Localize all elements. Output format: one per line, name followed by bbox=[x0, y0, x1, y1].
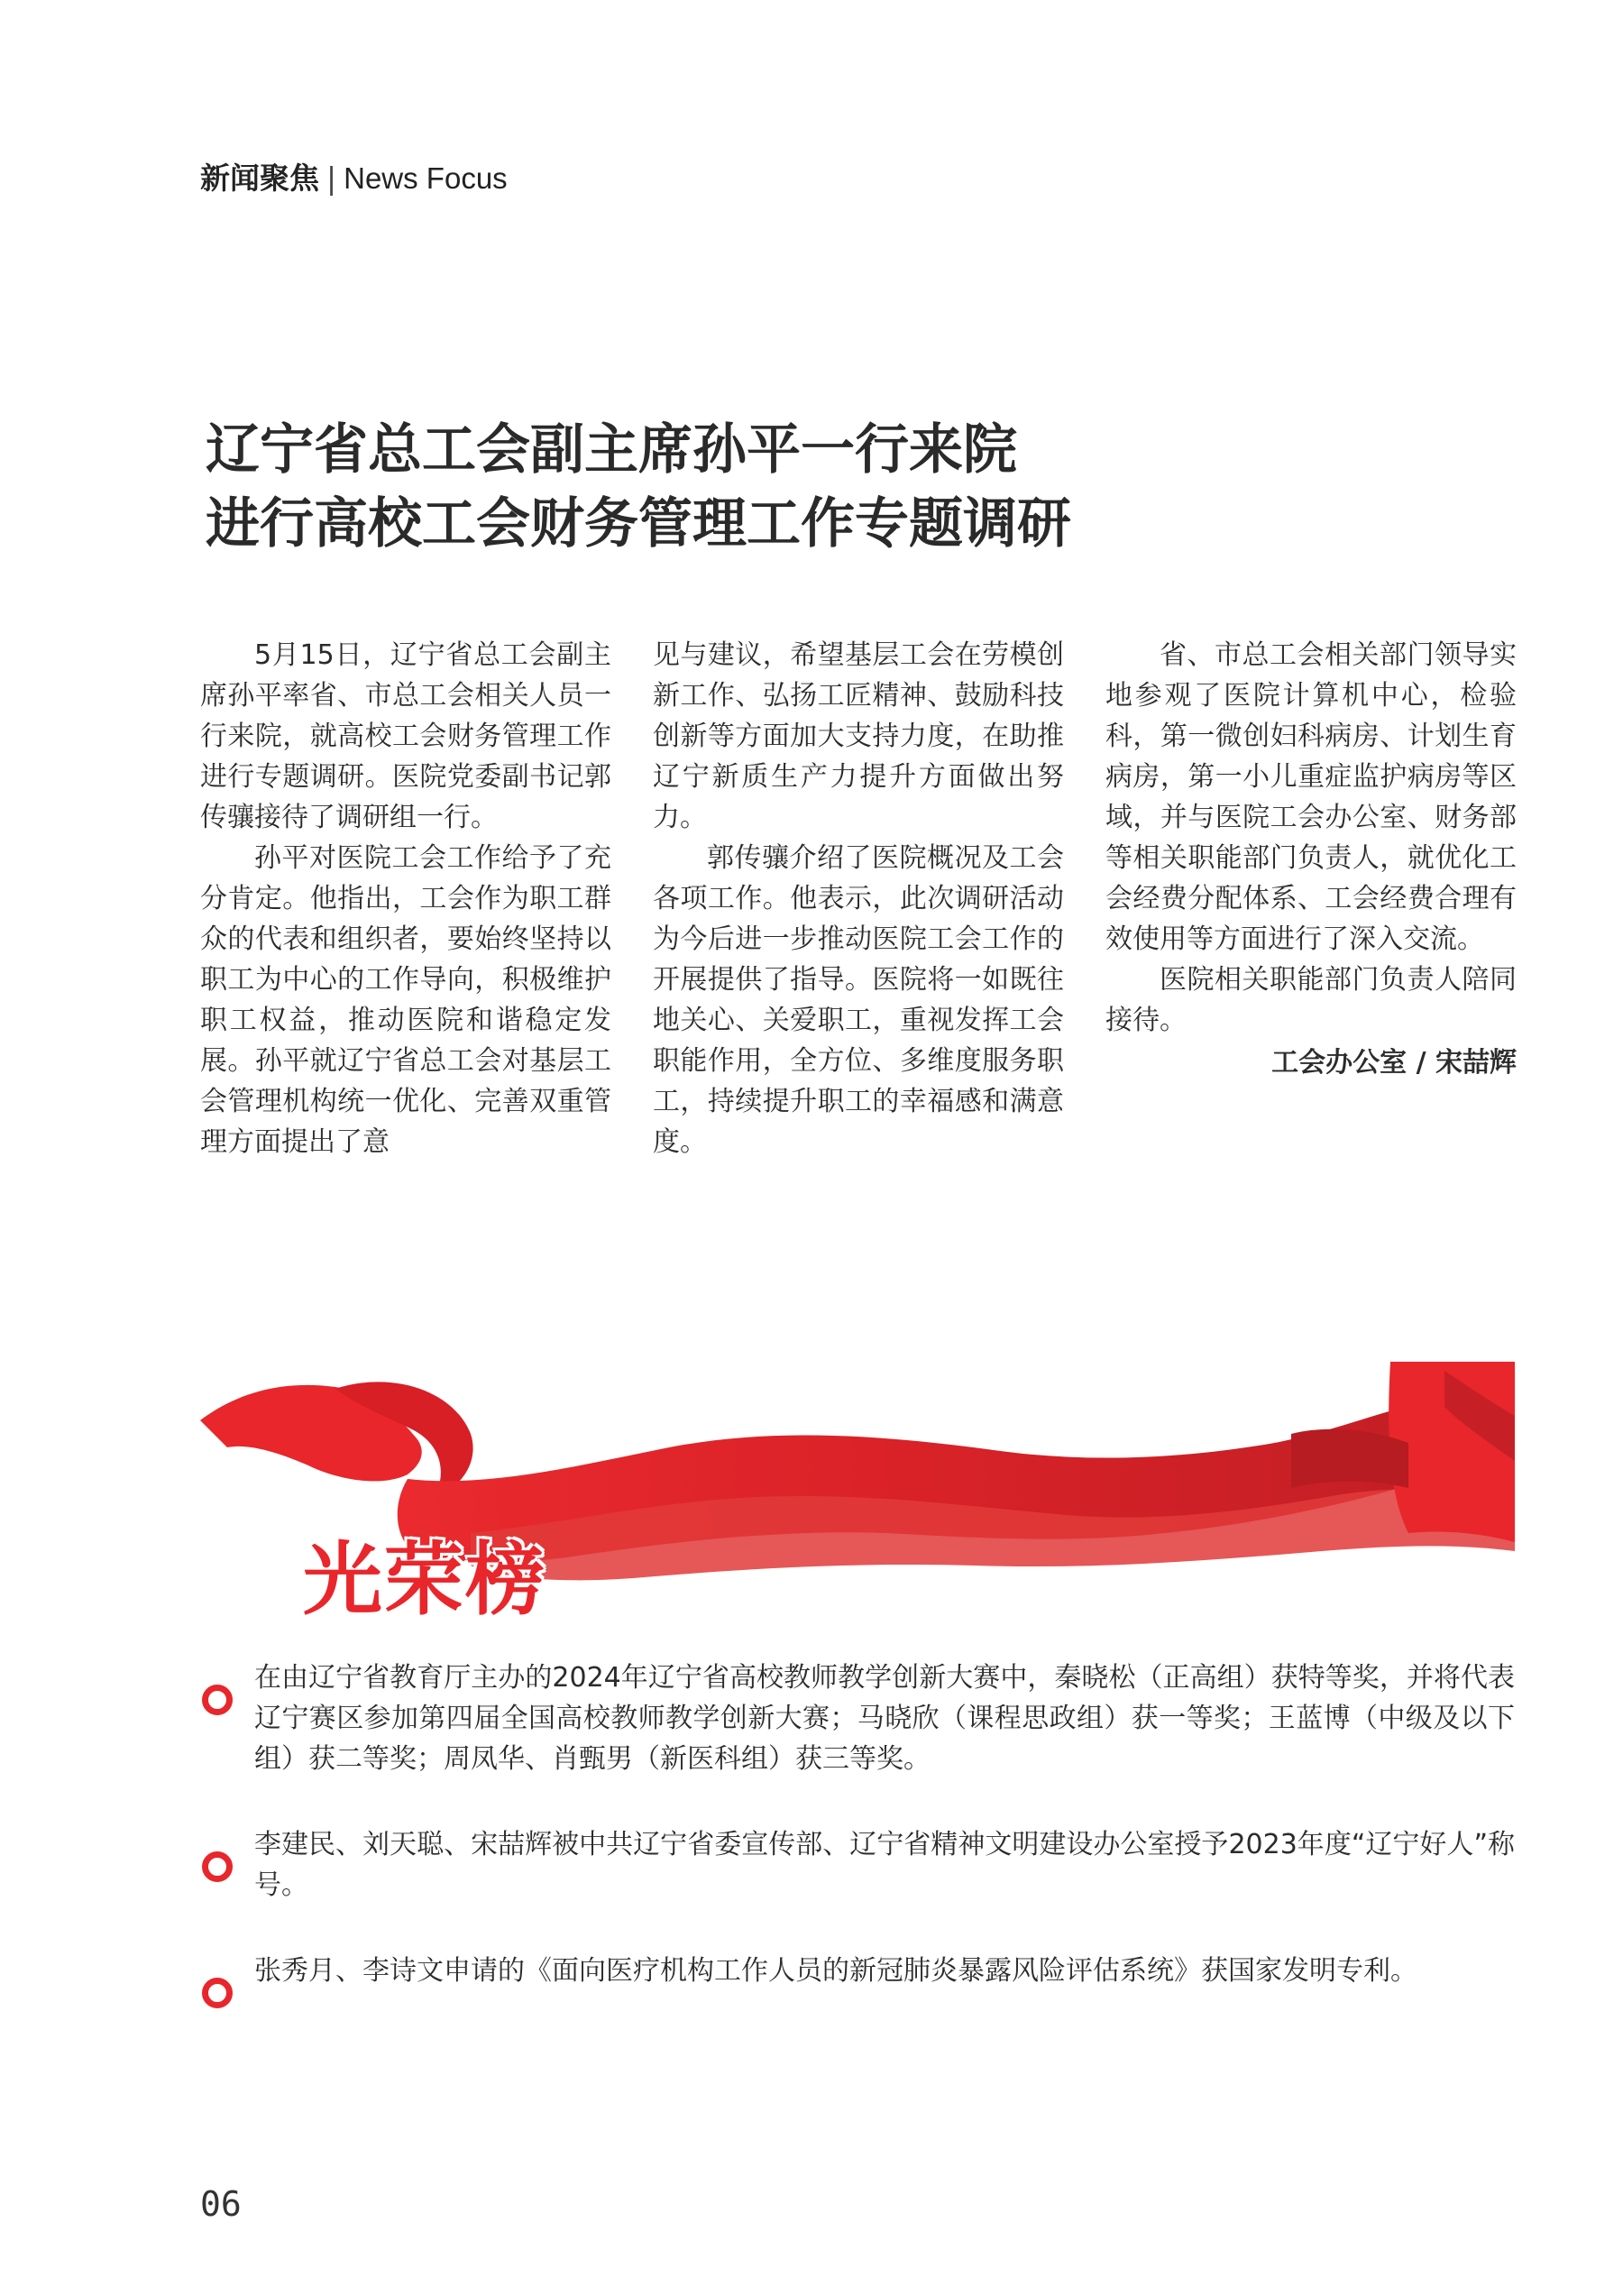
section-name-en: News Focus bbox=[344, 161, 508, 195]
article-byline: 工会办公室 / 宋喆辉 bbox=[1271, 1047, 1517, 1079]
article-title-line-2: 进行高校工会财务管理工作专题调研 bbox=[206, 492, 1071, 556]
section-separator: | bbox=[326, 161, 337, 196]
red-ring-bullet-icon bbox=[202, 1978, 233, 2008]
article-column-3 bbox=[1105, 635, 1517, 1083]
article-paragraph: 5月15日，辽宁省总工会副主席孙平率省、市总工会相关人员一行来院，就高校工会财务管理工作进行专题调研。医院党委副书记郭传骧接待了调研组一行。 bbox=[200, 639, 611, 833]
article-paragraph: 医院相关职能部门负责人陪同接待。 bbox=[1105, 964, 1517, 1036]
red-ring-bullet-icon bbox=[202, 1851, 233, 1882]
section-name-cn: 新闻聚焦 bbox=[200, 161, 319, 196]
page-number: 06 bbox=[200, 2184, 242, 2224]
honor-text: 在由辽宁省教育厅主办的2024年辽宁省高校教师教学创新大赛中，秦晓松（正高组）获特等奖，并将代表辽宁赛区参加第四届全国高校教师教学创新大赛；马晓欣（课程思政组）获一等奖；王蓝博（中级及以下组）获二等奖；周凤华、肖甄男（新医科组）获三等奖。 bbox=[254, 1662, 1515, 1775]
article-title-line-1: 辽宁省总工会副主席孙平一行来院 bbox=[206, 418, 1017, 482]
red-ring-bullet-icon bbox=[202, 1685, 233, 1715]
list-item bbox=[200, 1824, 1515, 1906]
list-item bbox=[200, 1951, 1515, 1991]
honor-text: 张秀月、李诗文申请的《面向医疗机构工作人员的新冠肺炎暴露风险评估系统》获国家发明专利。 bbox=[254, 1955, 1417, 1987]
honor-roll-banner bbox=[200, 1353, 1515, 1626]
article-paragraph: 孙平对医院工会工作给予了充分肯定。他指出，工会作为职工群众的代表和组织者，要始终坚持以职工为中心的工作导向，积极维护职工权益，推动医院和谐稳定发展。孙平就辽宁省总工会对基层工会管理机构统一优化、完善双重管理方面提出了意 bbox=[200, 842, 611, 1158]
honor-text: 李建民、刘天聪、宋喆辉被中共辽宁省委宣传部、辽宁省精神文明建设办公室授予2023年度“辽宁好人”称号。 bbox=[254, 1829, 1515, 1901]
article-paragraph: 省、市总工会相关部门领导实地参观了医院计算机中心，检验科，第一微创妇科病房、计划生育病房，第一小儿重症监护病房等区域，并与医院工会办公室、财务部等相关职能部门负责人，就优化工会经费分配体系、工会经费合理有效使用等方面进行了深入交流。 bbox=[1105, 639, 1517, 955]
article-column-1 bbox=[200, 635, 611, 1162]
section-header bbox=[200, 155, 508, 197]
article-body bbox=[200, 635, 1515, 1176]
list-item bbox=[200, 1658, 1515, 1779]
article-column-2 bbox=[653, 635, 1064, 1162]
article-paragraph: 见与建议，希望基层工会在劳模创新工作、弘扬工匠精神、鼓励科技创新等方面加大支持力度，在助推辽宁新质生产力提升方面做出努力。 bbox=[653, 639, 1064, 833]
article-title bbox=[206, 413, 1468, 561]
honor-roll-title: 光荣榜 bbox=[303, 1532, 547, 1626]
honor-roll-list bbox=[200, 1658, 1515, 2036]
article-paragraph: 郭传骧介绍了医院概况及工会各项工作。他表示，此次调研活动为今后进一步推动医院工会工作的开展提供了指导。医院将一如既往地关心、关爱职工，重视发挥工会职能作用，全方位、多维度服务职工，持续提升职工的幸福感和满意度。 bbox=[653, 842, 1064, 1158]
